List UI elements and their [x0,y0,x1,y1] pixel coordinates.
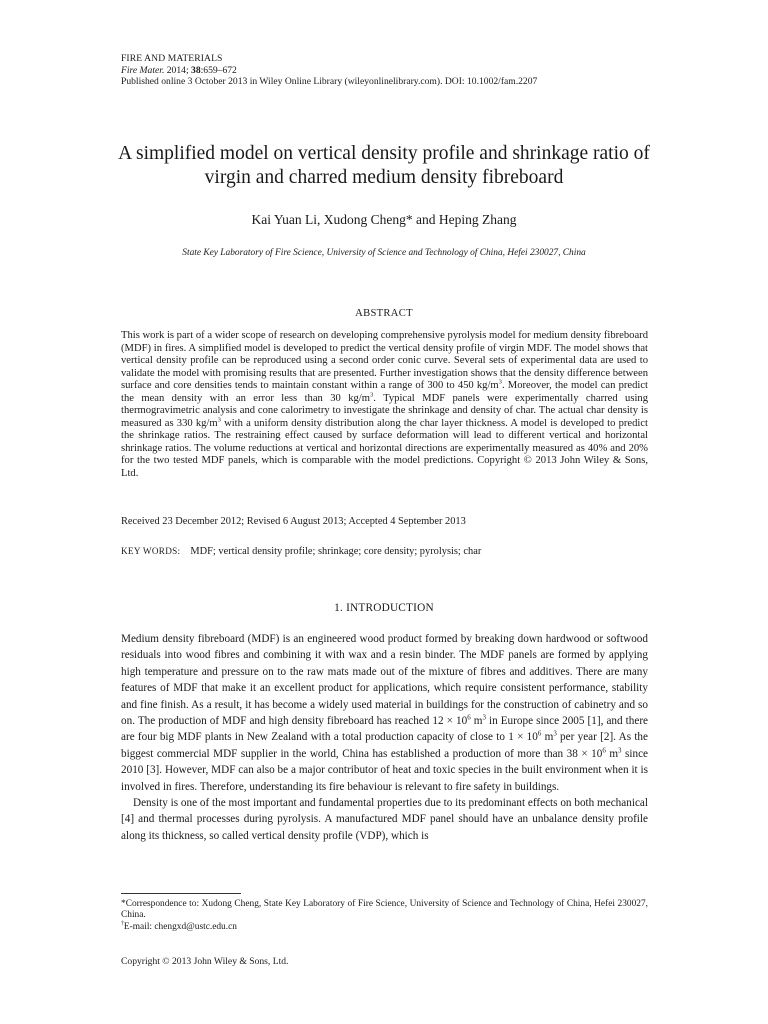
dagger-mark: † [121,920,124,927]
author-list: Kai Yuan Li, Xudong Cheng* and Heping Zhang [251,212,517,227]
journal-name: FIRE AND MATERIALS [121,53,223,64]
abstract-text-1: This work is part of a wider scope of research on developing comprehensive pyrolysis model for medium density fibreboard (MDF) in fires. A simplified model is developed to predict the vertical density profile of virgin MDF. The model shows that vertical density profile can be reproduced using a second order conic curve. Several sets of experimental data are used to validate the model with promising results that are presented. Further investigation shows that the density difference between surface and core densities tends to maintain constant within a range of 300 to 450 kg/m [121,330,648,392]
abstract-body [121,330,648,481]
received-dates: Received 23 December 2012; Revised 6 August 2013; Accepted 4 September 2013 [121,516,466,527]
intro-text: m [541,731,554,744]
affiliation [100,246,668,256]
intro-text: m [470,715,483,728]
citation-line [121,65,681,77]
section-heading-introduction: 1. INTRODUCTION [334,602,434,614]
intro-text: Medium density fibreboard (MDF) is an engineered wood product formed by breaking down hardwood or softwood residuals into wood fibres and combining it with wax and a resin binder. The MDF panels are formed by applying high temperature and pressure on to the raw mats made out of the mixture of fibres and additives. There are many features of MDF that make it an excellent product for applications, which require consistent performance, stability and fine finish. As a result, it has become a widely used material in buildings for the construction of cabinetry and so on. The production of MDF and high density fibreboard has reached 12 × 10 [121,633,648,728]
superscript: 6 [467,713,471,722]
superscript: 3 [553,729,557,738]
superscript: 3 [482,713,486,722]
intro-text: in Europe since 2005 [1], and there are four big MDF plants in New Zealand with a total production capacity of close to 1 × 10 [121,715,649,744]
superscript: 3 [217,416,221,424]
publication-info: Published online 3 October 2013 in Wiley Online Library (wileyonlinelibrary.com). DOI: 10.1002/fam.2207 [121,76,538,87]
citation-year: 2014; [166,64,189,76]
abstract-text-4: with a uniform density distribution along the char layer thickness. A model is developed to predict the shrinkage ratios. The restraining effect caused by surface deformation will lead to different vertical and horizontal shrinkage ratios. The volume reductions at vertical and horizontal directions are experimentally measured as 40% and 20% for the two tested MDF panels, which is comparable with the model predictions. Copyright © 2013 John Wiley & Sons, Ltd. [121,417,648,480]
citation-journal: Fire Mater. [121,64,165,76]
keywords-label: KEY WORDS: [121,546,181,556]
superscript: 6 [602,746,606,755]
email-address: E-mail: chengxd@ustc.edu.cn [123,921,237,932]
introduction-body [121,631,648,844]
keywords [121,546,481,557]
superscript: 3 [498,378,502,386]
title-line-2: virgin and charred medium density fibreboard [204,167,564,188]
superscript: 3 [618,746,622,755]
abstract-text-3: . Typical MDF panels were experimentally charred using thermogravimetric analysis and cone calorimetry to investigate the shrinkage and density of char. The actual char density is measured as 330 kg/m [121,392,648,429]
footnotes [121,899,648,933]
citation-volume: 38 [191,64,201,76]
abstract-heading: ABSTRACT [355,308,413,319]
paragraph: Density is one of the most important and fundamental properties due to its predominant effects on both mechanical [4] and thermal processes during pyrolysis. A manufactured MDF panel should have an unbalance density profile along its thickness, so called vertical density profile (VDP), which is [121,797,648,842]
abstract-text-2: . Moreover, the model can predict the mean density with an error less than 30 kg/m [121,380,648,404]
affiliation-text: State Key Laboratory of Fire Science, University of Science and Technology of China, Hefei 230027, China [182,248,586,258]
article-title [100,142,668,190]
superscript: 6 [537,729,542,738]
journal-header [121,53,681,88]
paragraph [121,631,648,795]
superscript: 3 [370,391,374,399]
copyright-notice: Copyright © 2013 John Wiley & Sons, Ltd. [121,956,289,967]
intro-text: m [605,747,619,760]
keywords-list: MDF; vertical density profile; shrinkage; core density; pyrolysis; char [190,546,482,557]
intro-text: per year [2]. As the biggest commercial MDF supplier in the world, China has established a production of more than 38 × 10 [121,731,648,760]
title-line-1: A simplified model on vertical density profile and shrinkage ratio of [118,143,650,164]
correspondence-footnote: *Correspondence to: Xudong Cheng, State Key Laboratory of Fire Science, University of Science and Technology of China, Hefei 230027, China. [121,899,648,921]
intro-text: since 2010 [3]. However, MDF can also be a major contributor of heat and toxic species in the built environment when it is involved in fires. Therefore, understanding its fire behaviour is relevant to fire safety in buildings. [121,747,648,793]
footnote-divider [121,893,241,894]
citation-pages: :659–672 [200,64,237,76]
email-footnote [121,922,648,933]
